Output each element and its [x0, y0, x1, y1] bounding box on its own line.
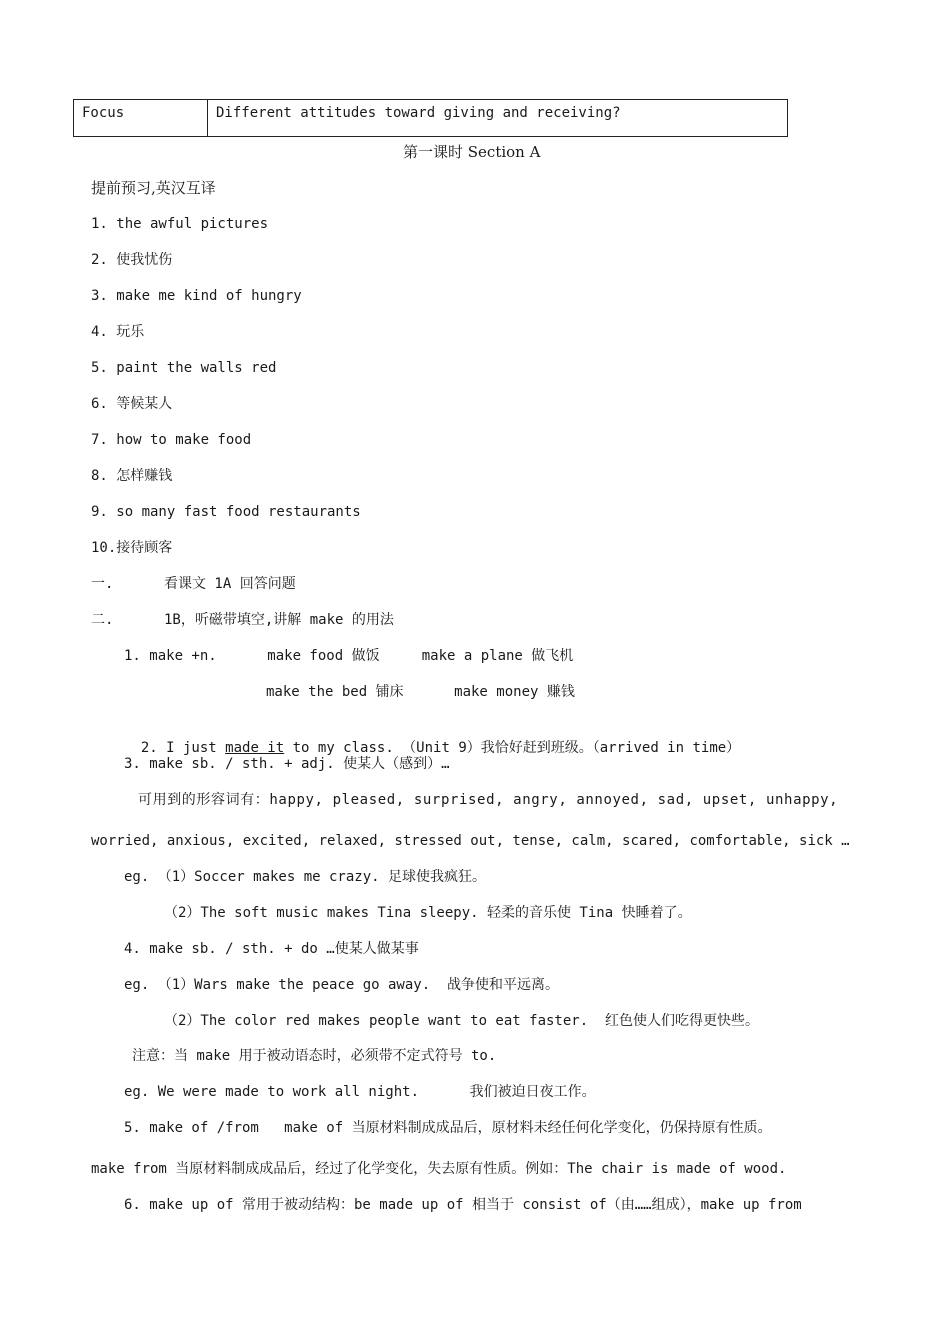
attention-note: 注意：当 make 用于被动语态时，必须带不定式符号 to.	[132, 1048, 497, 1064]
preview-item-4: 4. 玩乐	[91, 324, 145, 340]
adjective-list-line-2: worried, anxious, excited, relaxed, stressed out, tense, calm, scared, comfortable, sick …	[91, 833, 850, 849]
note-1-line-b: make the bed 铺床 make money 赚钱	[266, 684, 575, 700]
focus-value: Different attitudes toward giving and receiving?	[216, 105, 621, 121]
example-3-2: （2）The soft music makes Tina sleepy. 轻柔的音乐使 Tina 快睡着了。	[164, 905, 692, 921]
preview-item-9: 9. so many fast food restaurants	[91, 504, 361, 520]
example-4-1: eg. （1）Wars make the peace go away. 战争使和平远离。	[124, 977, 560, 993]
note-2-underlined: made it	[225, 740, 285, 756]
focus-table	[73, 99, 788, 137]
task-2: 二. 1B，听磁带填空,讲解 make 的用法	[91, 612, 394, 628]
preview-heading: 提前预习,英汉互译	[91, 179, 216, 197]
preview-item-7: 7. how to make food	[91, 432, 252, 448]
example-4-2: （2）The color red makes people want to eat faster. 红色使人们吃得更快些。	[164, 1013, 760, 1029]
note-2	[124, 718, 740, 758]
note-1-line-a: 1. make +n. make food 做饭 make a plane 做飞机	[124, 648, 574, 664]
preview-item-8: 8. 怎样赚钱	[91, 468, 173, 484]
preview-item-6: 6. 等候某人	[91, 396, 173, 412]
preview-item-3: 3. make me kind of hungry	[91, 288, 302, 304]
focus-label: Focus	[74, 100, 208, 136]
preview-item-10: 10.接待顾客	[91, 540, 173, 556]
note-6: 6. make up of 常用于被动结构：be made up of 相当于 consist of（由……组成），make up from	[124, 1197, 802, 1213]
section-title: 第一课时 Section A	[403, 143, 541, 161]
note-3: 3. make sb. / sth. + adj. 使某人（感到）…	[124, 756, 450, 772]
note-2-prefix: 2. I just	[140, 740, 226, 756]
preview-item-5: 5. paint the walls red	[91, 360, 277, 376]
note-2-suffix: to my class. （Unit 9）我恰好赶到班级。（arrived in time）	[284, 740, 741, 756]
preview-item-2: 2. 使我忧伤	[91, 252, 173, 268]
example-passive: eg. We were made to work all night. 我们被迫日夜工作。	[124, 1084, 596, 1100]
adjective-list-line-1: 可用到的形容词有：happy, pleased, surprised, angry, annoyed, sad, upset, unhappy,	[138, 792, 839, 808]
note-4: 4. make sb. / sth. + do …使某人做某事	[124, 941, 419, 957]
preview-item-1: 1. the awful pictures	[91, 216, 269, 232]
task-1: 一. 看课文 1A 回答问题	[91, 576, 296, 592]
example-3-1: eg. （1）Soccer makes me crazy. 足球使我疯狂。	[124, 869, 487, 885]
note-5: 5. make of /from make of 当原材料制成成品后，原材料未经任何化学变化，仍保持原有性质。	[124, 1120, 772, 1136]
note-5-continued: make from 当原材料制成成品后，经过了化学变化，失去原有性质。例如：The chair is made of wood.	[91, 1161, 787, 1177]
